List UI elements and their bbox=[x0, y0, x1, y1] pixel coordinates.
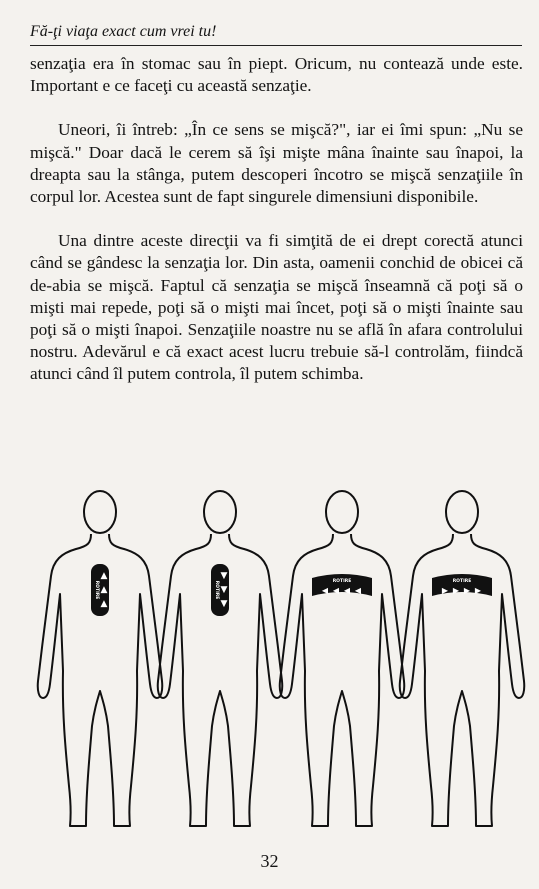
rotation-arrow-icon: ▲ bbox=[100, 571, 108, 581]
page-number: 32 bbox=[260, 851, 279, 871]
body-figures-illustration bbox=[30, 478, 530, 830]
rotation-arrow-icon: ▶ bbox=[452, 586, 460, 595]
body-figure-1 bbox=[38, 491, 163, 826]
rotation-arrow-icon: ▼ bbox=[220, 599, 228, 609]
rotation-band bbox=[312, 574, 372, 596]
rotation-band bbox=[91, 564, 109, 616]
rotation-arrow-icon: ▶ bbox=[474, 586, 482, 595]
body-figure-3 bbox=[280, 491, 405, 826]
body-figure-2 bbox=[158, 491, 283, 826]
rotation-label: ROTIRE bbox=[94, 580, 99, 600]
rotation-band bbox=[432, 574, 492, 596]
rotation-arrow-icon: ◀ bbox=[354, 586, 362, 595]
figure-head bbox=[84, 491, 116, 533]
rotation-arrow-icon: ▲ bbox=[100, 599, 108, 609]
rotation-band bbox=[211, 564, 229, 616]
rotation-arrow-icon: ▲ bbox=[100, 585, 108, 595]
figure-set bbox=[30, 478, 530, 830]
rotation-arrow-icon: ◀ bbox=[332, 586, 340, 595]
rotation-arrow-icon: ▼ bbox=[220, 585, 228, 595]
figure-head bbox=[326, 491, 358, 533]
rotation-label: ROTIRE bbox=[452, 579, 472, 584]
rotation-label: ROTIRE bbox=[214, 580, 219, 600]
rotation-arrow-icon: ◀ bbox=[343, 586, 351, 595]
paragraph-control: Una dintre aceste direcţii va fi simţită de ei drept corectă atunci când se gândesc la senzaţia lor. Din asta, oamenii conchid de obicei că de-abia se mişcă. Faptul că senzaţia se mişcă înseamnă că poţi să o mişti mai repede, poţi să o mişti mai încet, poţi să o mişti înainte sau poţi să o mişti înapoi. Senzaţiile noastre nu se află în afara controlului nostru. Adevărul e că exact acest lucru trebuie să-l controlăm, fiindcă atunci când îl putem controla, îl putem schimba. bbox=[30, 231, 523, 384]
running-header: Fă-ţi viaţa exact cum vrei tu! bbox=[30, 22, 522, 46]
rotation-arrow-icon: ◀ bbox=[321, 586, 329, 595]
rotation-arrow-icon: ▶ bbox=[463, 586, 471, 595]
rotation-arrow-icon: ▼ bbox=[220, 571, 228, 581]
rotation-arrow-icon: ▶ bbox=[441, 586, 449, 595]
body-text bbox=[30, 53, 523, 386]
paragraph-direction-question: Uneori, îi întreb: „În ce sens se mişcă?", iar ei îmi spun: „Nu se mişcă." Doar dacă le cerem să îşi mişte mâna înainte sau înapoi, la dreapta sau la stânga, putem descoperi încotro se mişcă senzaţiile în corpul lor. Acestea sunt de fapt singurele dimensiuni disponibile. bbox=[30, 120, 523, 207]
body-figure-4 bbox=[400, 491, 525, 826]
paragraph-continuation: senzaţia era în stomac sau în piept. Oricum, nu contează unde este. Important e ce faceţi cu această senzaţie. bbox=[30, 54, 523, 96]
rotation-label: ROTIRE bbox=[332, 579, 352, 584]
figure-head bbox=[446, 491, 478, 533]
figure-head bbox=[204, 491, 236, 533]
